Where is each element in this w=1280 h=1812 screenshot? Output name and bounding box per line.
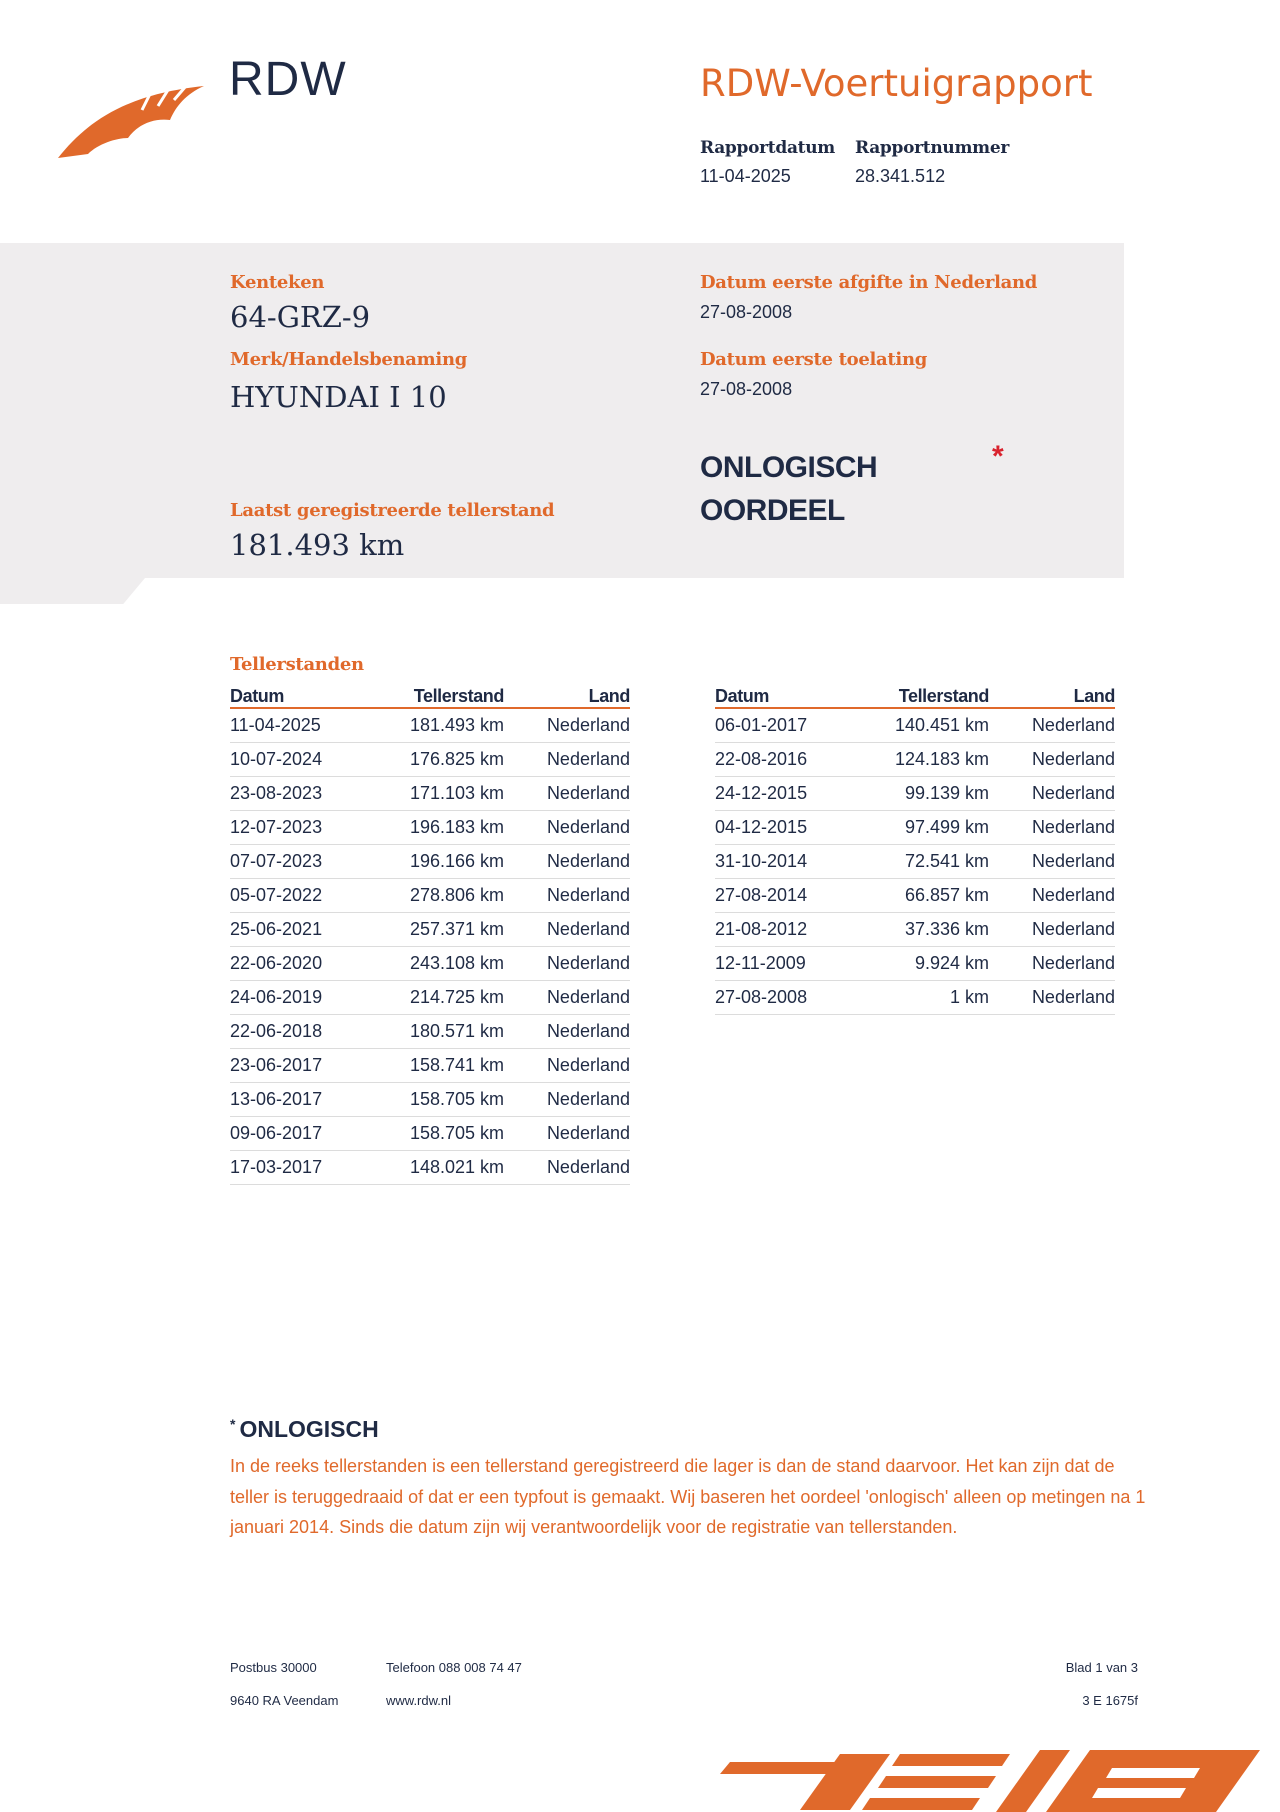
verdict-line-2: OORDEEL xyxy=(700,494,845,527)
row-date: 12-07-2023 xyxy=(230,811,380,845)
footer-document-code: 3 E 1675f xyxy=(1082,1693,1138,1708)
table-header-row xyxy=(230,680,630,708)
row-date: 09-06-2017 xyxy=(230,1117,380,1151)
row-date: 23-06-2017 xyxy=(230,1049,380,1083)
row-date: 23-08-2023 xyxy=(230,777,380,811)
row-country: Nederland xyxy=(504,1083,630,1117)
table-row xyxy=(230,1083,630,1117)
report-date: 11-04-2025 xyxy=(700,166,791,186)
plate-label: Kenteken xyxy=(230,272,325,293)
report-title: RDW-Voertuigrapport xyxy=(700,62,1093,105)
table-row xyxy=(715,708,1115,743)
footnote-title-text: ONLOGISCH xyxy=(239,1416,379,1442)
row-country: Nederland xyxy=(504,708,630,743)
row-country: Nederland xyxy=(989,879,1115,913)
row-country: Nederland xyxy=(989,981,1115,1015)
row-date: 24-06-2019 xyxy=(230,981,380,1015)
table-row xyxy=(715,913,1115,947)
row-odometer: 37.336 km xyxy=(865,913,989,947)
logo-text: RDW xyxy=(229,53,347,106)
column-header-date: Datum xyxy=(715,680,865,708)
row-country: Nederland xyxy=(504,1151,630,1185)
row-odometer: 158.705 km xyxy=(380,1117,504,1151)
row-odometer: 181.493 km xyxy=(380,708,504,743)
row-country: Nederland xyxy=(504,777,630,811)
row-country: Nederland xyxy=(989,947,1115,981)
row-odometer: 180.571 km xyxy=(380,1015,504,1049)
row-date: 13-06-2017 xyxy=(230,1083,380,1117)
row-country: Nederland xyxy=(504,981,630,1015)
table-row xyxy=(715,811,1115,845)
table-row xyxy=(230,708,630,743)
table-row xyxy=(230,913,630,947)
table-row xyxy=(230,981,630,1015)
report-number: 28.341.512 xyxy=(855,166,946,186)
row-odometer: 257.371 km xyxy=(380,913,504,947)
row-date: 25-06-2021 xyxy=(230,913,380,947)
footer-website-link[interactable]: www.rdw.nl xyxy=(386,1693,452,1708)
last-odometer-value: 181.493 km xyxy=(230,528,405,562)
summary-band xyxy=(0,243,1124,578)
row-date: 06-01-2017 xyxy=(715,708,865,743)
table-header-row xyxy=(715,680,1115,708)
first-admission-label: Datum eerste toelating xyxy=(700,349,928,370)
table-row xyxy=(715,981,1115,1015)
row-odometer: 158.705 km xyxy=(380,1083,504,1117)
row-odometer: 1 km xyxy=(865,981,989,1015)
table-row xyxy=(230,845,630,879)
table-row xyxy=(715,743,1115,777)
column-header-country: Land xyxy=(504,680,630,708)
row-country: Nederland xyxy=(989,913,1115,947)
row-date: 07-07-2023 xyxy=(230,845,380,879)
plate-value: 64-GRZ-9 xyxy=(230,300,371,334)
row-country: Nederland xyxy=(989,708,1115,743)
row-odometer: 214.725 km xyxy=(380,981,504,1015)
last-odometer-label: Laatst geregistreerde tellerstand xyxy=(230,500,555,521)
footer-phone: Telefoon 088 008 74 47 xyxy=(386,1660,522,1675)
table-row xyxy=(230,1117,630,1151)
row-country: Nederland xyxy=(504,811,630,845)
footer-city: 9640 RA Veendam xyxy=(230,1693,339,1708)
row-country: Nederland xyxy=(989,743,1115,777)
row-country: Nederland xyxy=(989,777,1115,811)
row-date: 22-06-2018 xyxy=(230,1015,380,1049)
row-country: Nederland xyxy=(504,913,630,947)
verdict-star-marker: * xyxy=(992,440,1004,473)
column-header-date: Datum xyxy=(230,680,380,708)
row-date: 22-08-2016 xyxy=(715,743,865,777)
row-odometer: 148.021 km xyxy=(380,1151,504,1185)
row-country: Nederland xyxy=(504,947,630,981)
row-odometer: 176.825 km xyxy=(380,743,504,777)
brand-label: Merk/Handelsbenaming xyxy=(230,349,468,370)
table-row xyxy=(230,777,630,811)
table-row xyxy=(230,879,630,913)
row-date: 27-08-2014 xyxy=(715,879,865,913)
row-date: 24-12-2015 xyxy=(715,777,865,811)
row-country: Nederland xyxy=(504,879,630,913)
footer-postbus: Postbus 30000 xyxy=(230,1660,317,1675)
row-date: 12-11-2009 xyxy=(715,947,865,981)
table-row xyxy=(715,879,1115,913)
table-row xyxy=(715,845,1115,879)
first-admission-value: 27-08-2008 xyxy=(700,379,793,399)
row-odometer: 99.139 km xyxy=(865,777,989,811)
column-header-country: Land xyxy=(989,680,1115,708)
row-date: 27-08-2008 xyxy=(715,981,865,1015)
odometer-table-right xyxy=(715,680,1115,1015)
row-date: 22-06-2020 xyxy=(230,947,380,981)
first-issue-nl-label: Datum eerste afgifte in Nederland xyxy=(700,272,1038,293)
row-country: Nederland xyxy=(504,1117,630,1151)
column-header-odometer: Tellerstand xyxy=(380,680,504,708)
report-number-label: Rapportnummer xyxy=(855,138,1010,158)
row-odometer: 278.806 km xyxy=(380,879,504,913)
table-row xyxy=(230,1151,630,1185)
row-odometer: 196.183 km xyxy=(380,811,504,845)
verdict xyxy=(700,446,877,532)
footnote-title xyxy=(230,1416,379,1443)
row-date: 05-07-2022 xyxy=(230,879,380,913)
table-row xyxy=(230,743,630,777)
table-row xyxy=(715,947,1115,981)
rdw-stripes-icon xyxy=(720,1740,1280,1812)
row-country: Nederland xyxy=(504,743,630,777)
table-row xyxy=(230,811,630,845)
row-date: 21-08-2012 xyxy=(715,913,865,947)
row-odometer: 171.103 km xyxy=(380,777,504,811)
row-odometer: 140.451 km xyxy=(865,708,989,743)
row-odometer: 66.857 km xyxy=(865,879,989,913)
table-row xyxy=(230,947,630,981)
brand-value: HYUNDAI I 10 xyxy=(230,380,447,414)
row-country: Nederland xyxy=(989,811,1115,845)
verdict-line-1: ONLOGISCH xyxy=(700,451,878,484)
summary-band-tab xyxy=(0,578,145,604)
row-date: 10-07-2024 xyxy=(230,743,380,777)
row-odometer: 97.499 km xyxy=(865,811,989,845)
row-odometer: 158.741 km xyxy=(380,1049,504,1083)
footer-page-number: Blad 1 van 3 xyxy=(1065,1660,1138,1675)
row-date: 11-04-2025 xyxy=(230,708,380,743)
row-country: Nederland xyxy=(989,845,1115,879)
table-row xyxy=(230,1049,630,1083)
odometer-table-left xyxy=(230,680,630,1185)
report-date-label: Rapportdatum xyxy=(700,138,835,158)
first-issue-nl-value: 27-08-2008 xyxy=(700,302,793,322)
row-odometer: 196.166 km xyxy=(380,845,504,879)
table-row xyxy=(715,777,1115,811)
row-odometer: 72.541 km xyxy=(865,845,989,879)
row-country: Nederland xyxy=(504,1049,630,1083)
odometer-section-title: Tellerstanden xyxy=(230,654,364,675)
row-date: 17-03-2017 xyxy=(230,1151,380,1185)
row-odometer: 124.183 km xyxy=(865,743,989,777)
row-country: Nederland xyxy=(504,1015,630,1049)
column-header-odometer: Tellerstand xyxy=(865,680,989,708)
footnote-text: In de reeks tellerstanden is een tellerstand geregistreerd die lager is dan de stand daarvoor. Het kan zijn dat de teller is teruggedraaid of dat er een typfout is gemaakt. Wij baseren het oordeel 'onlogisch' alleen op metingen na 1 januari 2014. Sinds die datum zijn wij verantwoordelijk voor de registratie van tellerstanden. xyxy=(230,1456,1146,1537)
footnote-marker: * xyxy=(230,1416,236,1432)
row-odometer: 9.924 km xyxy=(865,947,989,981)
table-row xyxy=(230,1015,630,1049)
row-date: 04-12-2015 xyxy=(715,811,865,845)
row-date: 31-10-2014 xyxy=(715,845,865,879)
rdw-logo-icon xyxy=(58,80,208,160)
row-odometer: 243.108 km xyxy=(380,947,504,981)
row-country: Nederland xyxy=(504,845,630,879)
